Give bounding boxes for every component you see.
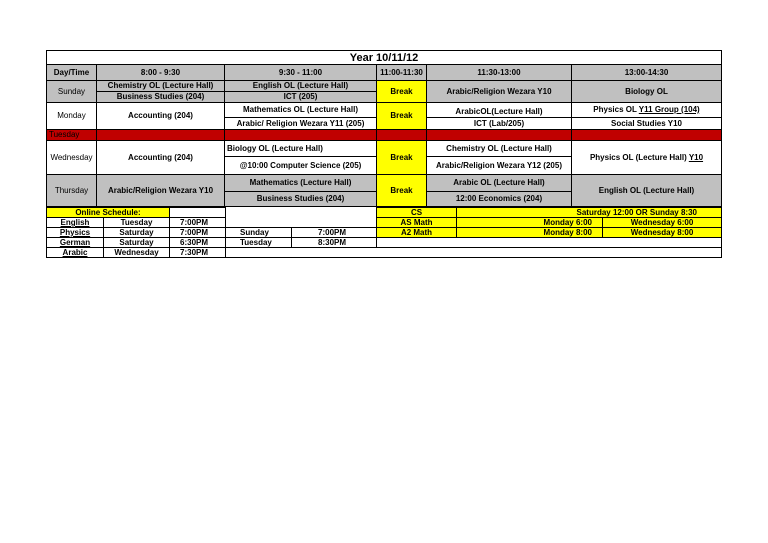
tuesday-bar — [97, 130, 225, 141]
slot-header: 8:00 - 9:30 — [97, 65, 225, 81]
class-cell: Social Studies Y10 — [572, 118, 722, 130]
online-extra-time: Wednesday 6:00 — [603, 218, 722, 228]
class-cell: Accounting (204) — [97, 141, 225, 175]
class-cell: Chemistry OL (Lecture Hall) — [97, 81, 225, 92]
class-cell: Business Studies (204) — [97, 92, 225, 103]
class-text: Physics OL (Lecture Hall) — [589, 152, 689, 162]
online-subject: English — [47, 218, 104, 228]
class-cell: Biology OL — [572, 81, 722, 103]
online-time: 6:30PM — [170, 238, 226, 248]
group-text: Y10 — [688, 152, 704, 162]
class-cell: ICT (205) — [225, 92, 377, 103]
online-time: 8:30PM — [292, 238, 377, 248]
online-heading: Online Schedule: — [47, 208, 170, 218]
day-label-wednesday: Wednesday — [47, 141, 97, 175]
online-time: 7:00PM — [170, 228, 226, 238]
slot-header: 11:30-13:00 — [427, 65, 572, 81]
slot-header: 13:00-14:30 — [572, 65, 722, 81]
slot-header: 11:00-11:30 — [377, 65, 427, 81]
timetable — [46, 50, 722, 207]
day-time-header: Day/Time — [47, 65, 97, 81]
break-cell: Break — [377, 175, 427, 207]
online-subject: German — [47, 238, 104, 248]
class-cell: English OL (Lecture Hall) — [572, 175, 722, 207]
timetable-title: Year 10/11/12 — [47, 51, 722, 65]
day-label-monday: Monday — [47, 103, 97, 130]
tuesday-bar — [427, 130, 572, 141]
online-extra-time: Saturday 12:00 OR Sunday 8:30 — [457, 208, 722, 218]
group-text: Y11 Group (104) — [638, 105, 700, 114]
online-subject: Physics — [47, 228, 104, 238]
day-label-thursday: Thursday — [47, 175, 97, 207]
class-cell: Arabic/Religion Wezara Y10 — [97, 175, 225, 207]
online-day: Tuesday — [226, 238, 292, 248]
class-cell: Arabic/Religion Wezara Y10 — [427, 81, 572, 103]
day-label-sunday: Sunday — [47, 81, 97, 103]
online-day: Saturday — [104, 238, 170, 248]
class-cell: @10:00 Computer Science (205) — [225, 157, 377, 175]
online-schedule — [46, 207, 722, 258]
break-cell: Break — [377, 81, 427, 103]
class-cell: Arabic/ Religion Wezara Y11 (205) — [225, 118, 377, 130]
class-cell: Accounting (204) — [97, 103, 225, 130]
online-extra-label: CS — [377, 208, 457, 218]
tuesday-bar — [572, 130, 722, 141]
online-extra-time: Monday 6:00 — [457, 218, 603, 228]
online-extra-label: AS Math — [377, 218, 457, 228]
online-day: Wednesday — [104, 248, 170, 258]
class-cell: Arabic OL (Lecture Hall) — [427, 175, 572, 192]
timetable-sheet — [46, 50, 722, 258]
class-cell — [572, 103, 722, 118]
class-cell: Mathematics (Lecture Hall) — [225, 175, 377, 192]
online-day: Saturday — [104, 228, 170, 238]
class-cell: English OL (Lecture Hall) — [225, 81, 377, 92]
class-cell: 12:00 Economics (204) — [427, 192, 572, 207]
online-subject: Arabic — [47, 248, 104, 258]
class-cell: Chemistry OL (Lecture Hall) — [427, 141, 572, 157]
class-cell: Biology OL (Lecture Hall) — [225, 141, 377, 157]
class-cell: Business Studies (204) — [225, 192, 377, 207]
online-day: Tuesday — [104, 218, 170, 228]
online-extra-time: Monday 8:00 — [457, 228, 603, 238]
tuesday-bar — [377, 130, 427, 141]
online-time: 7:00PM — [292, 228, 377, 238]
break-cell: Break — [377, 141, 427, 175]
class-cell: Arabic/Religion Wezara Y12 (205) — [427, 157, 572, 175]
class-cell: ICT (Lab/205) — [427, 118, 572, 130]
day-label-tuesday: Tuesday — [47, 130, 97, 141]
class-cell: Mathematics OL (Lecture Hall) — [225, 103, 377, 118]
online-extra-label: A2 Math — [377, 228, 457, 238]
online-time: 7:00PM — [170, 218, 226, 228]
class-text: Physics OL — [593, 105, 639, 114]
tuesday-bar — [225, 130, 377, 141]
online-time: 7:30PM — [170, 248, 226, 258]
break-cell: Break — [377, 103, 427, 130]
online-day: Sunday — [226, 228, 292, 238]
class-cell: ArabicOL(Lecture Hall) — [427, 103, 572, 118]
class-cell — [572, 141, 722, 175]
online-extra-time: Wednesday 8:00 — [603, 228, 722, 238]
slot-header: 9:30 - 11:00 — [225, 65, 377, 81]
